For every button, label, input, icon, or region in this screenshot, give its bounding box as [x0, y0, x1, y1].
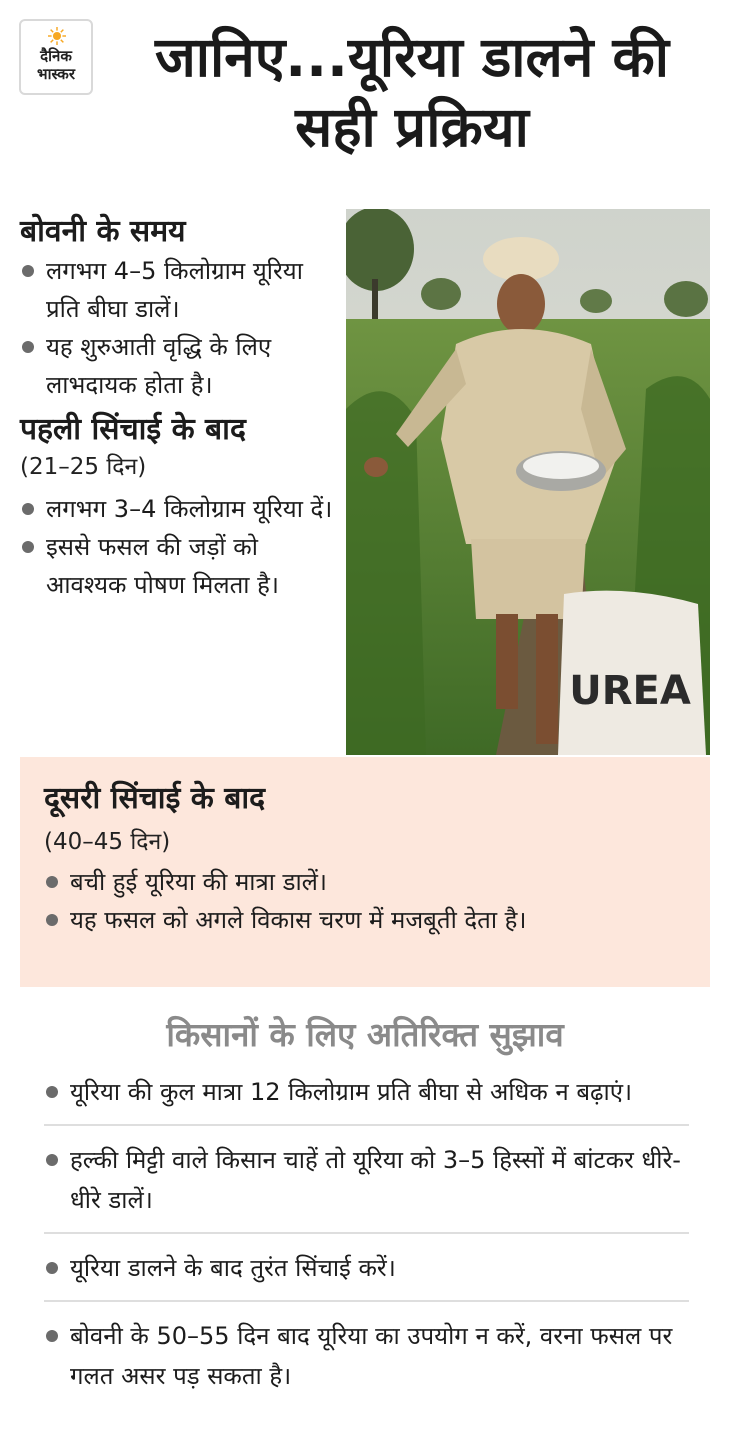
urea-bag-label: UREA — [569, 668, 691, 714]
list-item: हल्की मिट्टी वाले किसान चाहें तो यूरिया को 3–5 हिस्सों में बांटकर धीरे-धीरे डालें। — [44, 1136, 689, 1234]
bullet-icon — [22, 503, 34, 515]
second-irrigation-days: (40–45 दिन) — [44, 829, 171, 855]
sowing-heading: बोवनी के समय — [20, 214, 186, 249]
list-item: बोवनी के 50–55 दिन बाद यूरिया का उपयोग न करें, वरना फसल पर गलत असर पड़ सकता है। — [44, 1312, 689, 1408]
logo-line-1: दैनिक — [40, 47, 72, 65]
list-item: लगभग 4–5 किलोग्राम यूरिया प्रति बीघा डालें। — [20, 252, 340, 328]
bullet-icon — [46, 914, 58, 926]
bullet-icon — [22, 265, 34, 277]
bullet-icon — [46, 1262, 58, 1274]
second-irrigation-box — [20, 757, 710, 987]
second-irrigation-list — [44, 863, 686, 939]
bullet-icon — [22, 541, 34, 553]
first-irrigation-days: (21–25 दिन) — [20, 454, 147, 480]
list-item: बची हुई यूरिया की मात्रा डालें। — [44, 863, 686, 901]
logo-line-2: भास्कर — [37, 65, 75, 83]
sowing-list — [20, 252, 340, 404]
list-item: यह शुरुआती वृद्धि के लिए लाभदायक होता है। — [20, 328, 340, 404]
list-item: लगभग 3–4 किलोग्राम यूरिया दें। — [20, 490, 340, 528]
list-item: यूरिया की कुल मात्रा 12 किलोग्राम प्रति बीघा से अधिक न बढ़ाएं। — [44, 1068, 689, 1126]
list-item: इससे फसल की जड़ों को आवश्यक पोषण मिलता है। — [20, 528, 340, 604]
bullet-icon — [22, 341, 34, 353]
list-item: यूरिया डालने के बाद तुरंत सिंचाई करें। — [44, 1244, 689, 1302]
sun-icon — [48, 27, 66, 45]
bullet-icon — [46, 1154, 58, 1166]
list-item: यह फसल को अगले विकास चरण में मजबूती देता है। — [44, 901, 686, 939]
bullet-icon — [46, 1330, 58, 1342]
dainik-bhaskar-logo[interactable] — [19, 19, 93, 95]
first-irrigation-heading: पहली सिंचाई के बाद — [20, 412, 246, 447]
farmer-spreading-urea-photo — [346, 209, 710, 755]
first-irrigation-list — [20, 490, 340, 604]
left-column — [20, 212, 340, 604]
tips-heading: किसानों के लिए अतिरिक्त सुझाव — [166, 1015, 564, 1054]
bullet-icon — [46, 876, 58, 888]
second-irrigation-heading: दूसरी सिंचाई के बाद — [44, 781, 266, 816]
page-title: जानिए...यूरिया डालने की सही प्रक्रिया — [155, 25, 669, 159]
bullet-icon — [46, 1086, 58, 1098]
tips-list — [44, 1068, 689, 1418]
